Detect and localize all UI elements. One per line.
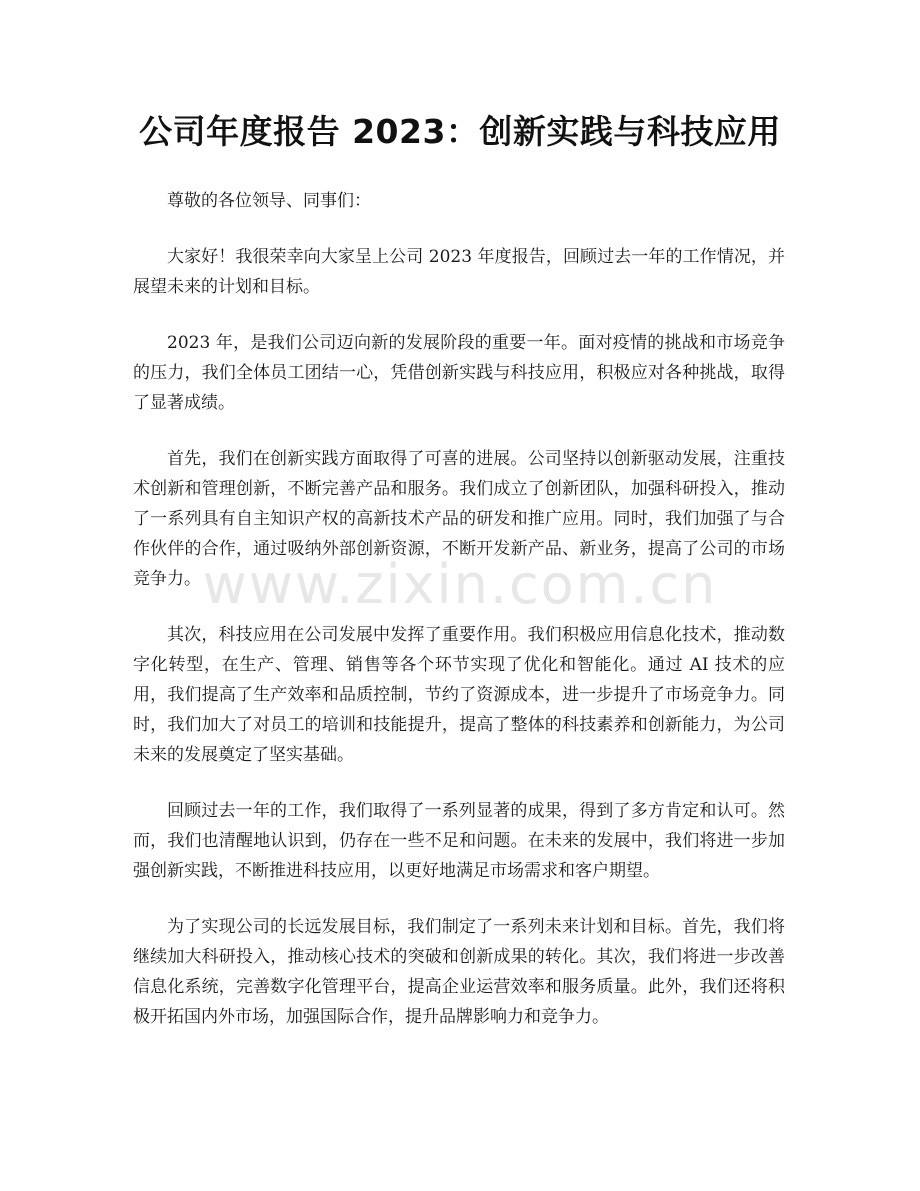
document-title: 公司年度报告 2023：创新实践与科技应用 [139,112,781,151]
watermark: www.zixin.com.cn [202,553,718,616]
innovation-paragraph: 首先，我们在创新实践方面取得了可喜的进展。公司坚持以创新驱动发展，注重技术创新和管理创新，不断完善产品和服务。我们成立了创新团队，加强科研投入，推动了一系列具有自主知识产权的高新技术产品的研发和推广应用。同时，我们加强了与合作伙伴的合作，通过吸纳外部创新资源，不断开发新产品、新业务，提高了公司的市场竞争力。 [133,449,785,589]
review-paragraph: 回顾过去一年的工作，我们取得了一系列显著的成果，得到了多方肯定和认可。然而，我们也清醒地认识到，仍存在一些不足和问题。在未来的发展中，我们将进一步加强创新实践，不断推进科技应用，以更好地满足市场需求和客户期望。 [133,801,785,881]
greeting-paragraph: 大家好！我很荣幸向大家呈上公司 2023 年度报告，回顾过去一年的工作情况，并展望未来的计划和目标。 [133,247,785,297]
document-body [133,186,785,1058]
salutation-paragraph: 尊敬的各位领导、同事们： [167,191,371,211]
future-plan-paragraph: 为了实现公司的长远发展目标，我们制定了一系列未来计划和目标。首先，我们将继续加大科研投入，推动核心技术的突破和创新成果的转化。其次，我们将进一步改善信息化系统，完善数字化管理平台，提高企业运营效率和服务质量。此外，我们还将积极开拓国内外市场，加强国际合作，提升品牌影响力和竞争力。 [133,917,785,1027]
overview-paragraph: 2023 年，是我们公司迈向新的发展阶段的重要一年。面对疫情的挑战和市场竞争的压力，我们全体员工团结一心，凭借创新实践与科技应用，积极应对各种挑战，取得了显著成绩。 [133,333,785,413]
technology-paragraph: 其次，科技应用在公司发展中发挥了重要作用。我们积极应用信息化技术，推动数字化转型，在生产、管理、销售等各个环节实现了优化和智能化。通过 AI 技术的应用，我们提高了生产效率和品质控制，节约了资源成本，进一步提升了市场竞争力。同时，我们加大了对员工的培训和技能提升，提高了整体的科技素养和创新能力，为公司未来的发展奠定了坚实基础。 [133,625,785,765]
